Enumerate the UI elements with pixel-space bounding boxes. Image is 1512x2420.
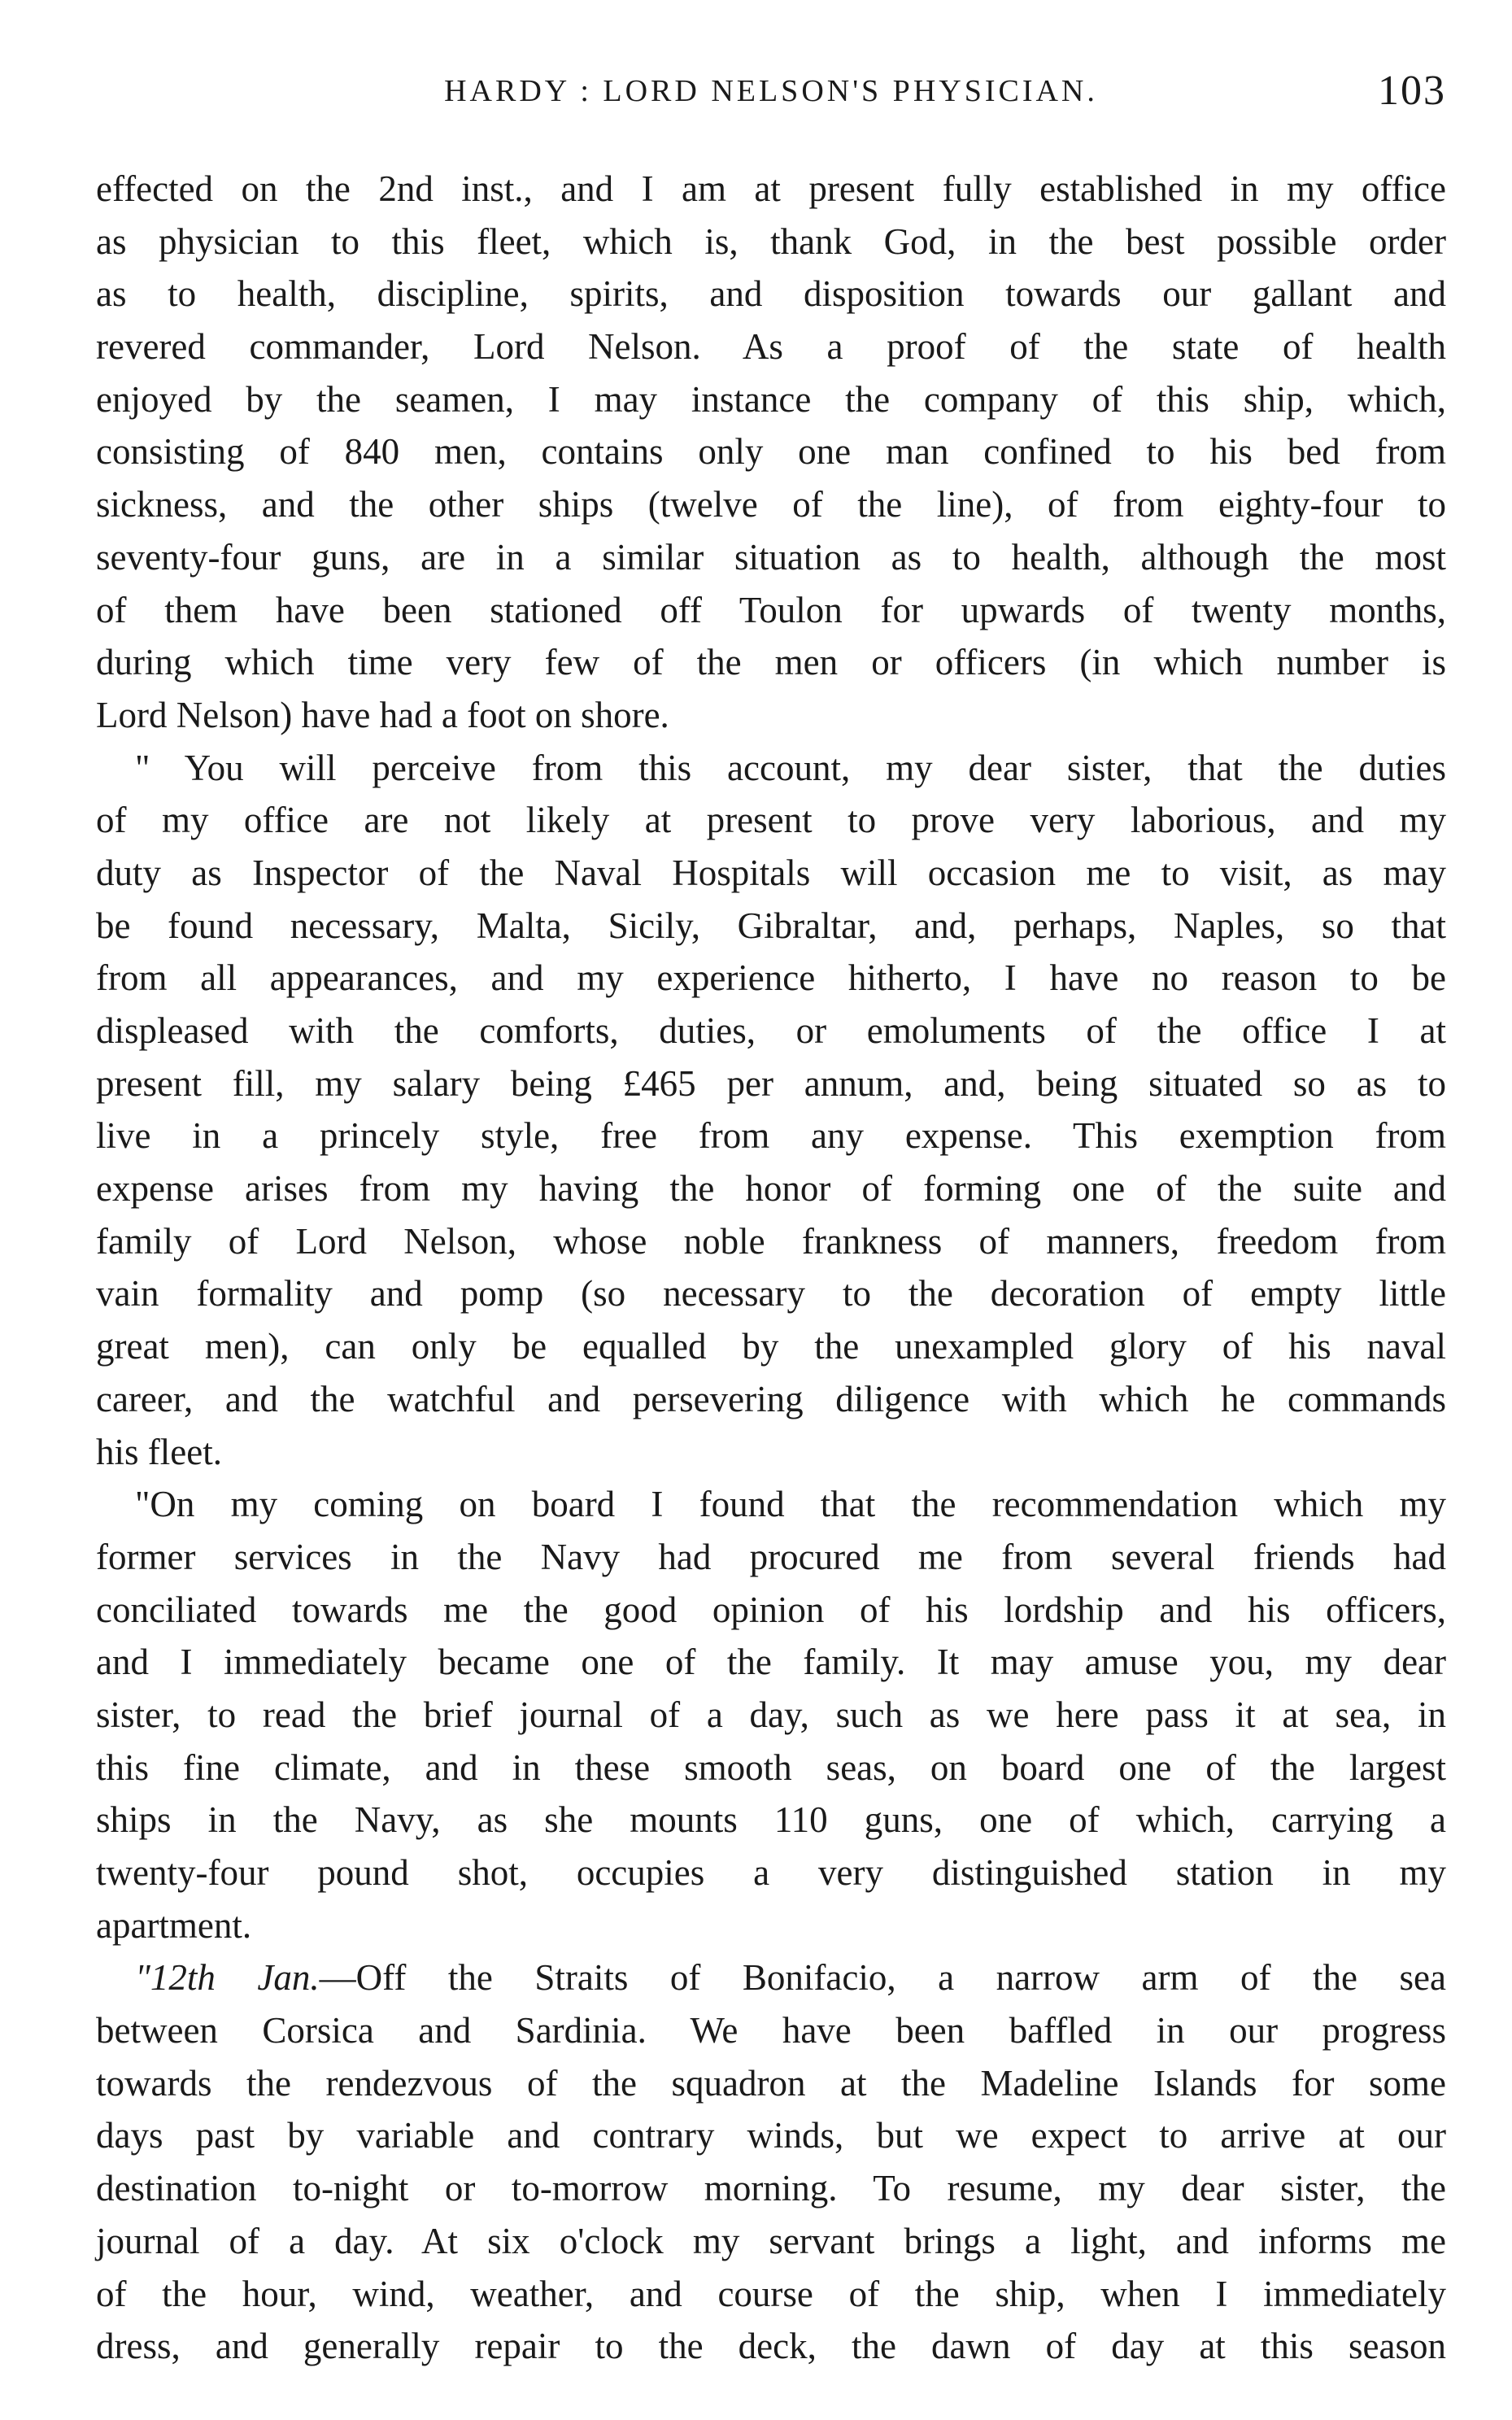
text-line: of my office are not likely at present to prove very laborious, and my — [96, 800, 1446, 841]
text-line: towards the rendezvous of the squadron at the Madeline Islands for some — [96, 2062, 1446, 2104]
text-line: former services in the Navy had procured me from several friends had — [96, 1536, 1446, 1577]
text-line: "On my coming on board I found that the recommendation which my — [135, 1484, 1446, 1525]
running-head — [96, 67, 1446, 124]
text-line: from all appearances, and my experience hitherto, I have no reason to be — [96, 957, 1446, 999]
text-line: apartment. — [96, 1904, 252, 1946]
text-line: during which time very few of the men or officers (in which number is — [96, 642, 1446, 683]
text-line: of them have been stationed off Toulon for upwards of twenty months, — [96, 589, 1446, 630]
text-line: twenty-four pound shot, occupies a very distinguished station in my — [96, 1852, 1446, 1893]
text-line: duty as Inspector of the Naval Hospitals will occasion me to visit, as may — [96, 852, 1446, 893]
paragraph-1 — [96, 163, 1446, 742]
text-line: live in a princely style, free from any expense. This exemption from — [96, 1115, 1446, 1157]
text-line: present fill, my salary being £465 per annum, and, being situated so as to — [96, 1062, 1446, 1104]
text-line: displeased with the comforts, duties, or emoluments of the office I at — [96, 1010, 1446, 1051]
text-line: destination to-night or to-morrow morning. To resume, my dear sister, the — [96, 2168, 1446, 2209]
text-line: revered commander, Lord Nelson. As a proof of the state of health — [96, 326, 1446, 368]
running-title: HARDY : LORD NELSON'S PHYSICIAN. — [444, 74, 1098, 108]
text-line — [96, 1951, 1446, 2004]
journal-dateline: "12th Jan. — [135, 1957, 320, 1999]
text-line: Lord Nelson) have had a foot on shore. — [96, 694, 669, 735]
text-line: effected on the 2nd inst., and I am at present fully established in my office — [96, 168, 1446, 209]
text-line: as to health, discipline, spirits, and disposition towards our gallant and — [96, 273, 1446, 315]
dateline-continuation: —Off the Straits of Bonifacio, a narrow arm of the sea — [319, 1957, 1447, 1999]
text-line: of the hour, wind, weather, and course of the ship, when I immediately — [96, 2273, 1446, 2314]
paragraph-3 — [96, 1478, 1446, 1951]
page-number: 103 — [1378, 68, 1446, 114]
text-line: family of Lord Nelson, whose noble frankness of manners, freedom from — [96, 1220, 1446, 1262]
text-line: between Corsica and Sardinia. We have been baffled in our progress — [96, 2010, 1446, 2052]
text-line: and I immediately became one of the family. It may amuse you, my dear — [96, 1642, 1446, 1683]
text-line: career, and the watchful and persevering diligence with which he commands — [96, 1378, 1446, 1419]
body-text — [96, 163, 1446, 2373]
text-line: days past by variable and contrary winds, but we expect to arrive at our — [96, 2115, 1446, 2156]
text-line: vain formality and pomp (so necessary to the decoration of empty little — [96, 1273, 1446, 1315]
text-line: ships in the Navy, as she mounts 110 guns, one of which, carrying a — [96, 1799, 1446, 1841]
text-line: sickness, and the other ships (twelve of the line), of from eighty-four to — [96, 484, 1446, 525]
text-line: seventy-four guns, are in a similar situation as to health, although the most — [96, 536, 1446, 578]
text-line: sister, to read the brief journal of a day, such as we here pass it at sea, in — [96, 1694, 1446, 1735]
text-line: be found necessary, Malta, Sicily, Gibraltar, and, perhaps, Naples, so that — [96, 905, 1446, 946]
text-line: conciliated towards me the good opinion of his lordship and his officers, — [96, 1589, 1446, 1630]
text-line: this fine climate, and in these smooth seas, on board one of the largest — [96, 1746, 1446, 1788]
text-line: enjoyed by the seamen, I may instance the company of this ship, which, — [96, 378, 1446, 420]
text-line: dress, and generally repair to the deck, the dawn of day at this season — [96, 2326, 1446, 2367]
text-line: great men), can only be equalled by the unexampled glory of his naval — [96, 1326, 1446, 1367]
paragraph-2 — [96, 742, 1446, 1479]
text-line: consisting of 840 men, contains only one man confined to his bed from — [96, 431, 1446, 473]
text-line: as physician to this fleet, which is, thank God, in the best possible order — [96, 220, 1446, 262]
paragraph-4 — [96, 1951, 1446, 2373]
text-line: " You will perceive from this account, my dear sister, that the duties — [135, 747, 1446, 788]
text-line: journal of a day. At six o'clock my servant brings a light, and informs me — [96, 2220, 1446, 2261]
text-line: his fleet. — [96, 1431, 222, 1472]
text-line: expense arises from my having the honor of forming one of the suite and — [96, 1168, 1446, 1210]
